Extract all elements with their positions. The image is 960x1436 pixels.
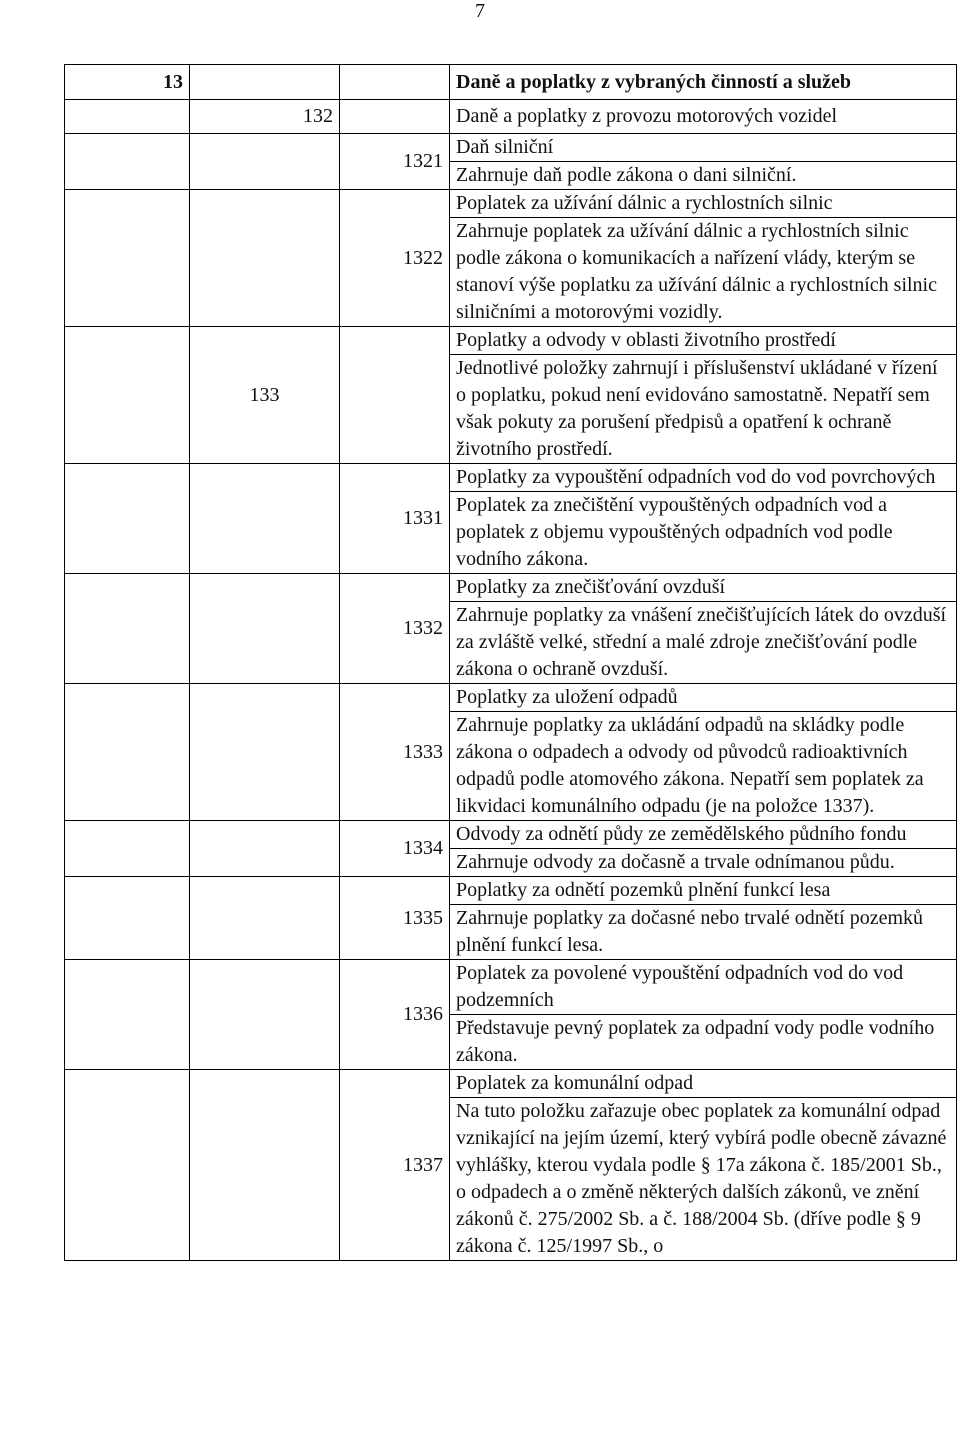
empty-cell [190,1070,340,1261]
item-code: 1321 [340,134,450,190]
item-title: Poplatky za odnětí pozemků plnění funkcí lesa [450,877,957,905]
empty-cell [190,821,340,877]
subgroup-title: Daně a poplatky z provozu motorových vozidel [450,100,957,134]
empty-cell [190,574,340,684]
empty-cell [65,464,190,574]
subgroup-title: Poplatky a odvody v oblasti životního prostředí [450,327,957,355]
item-row-1333-title [65,684,957,712]
item-description: Zahrnuje odvody za dočasně a trvale odnímanou půdu. [450,849,957,877]
empty-cell [65,134,190,190]
item-row-1331-title [65,464,957,492]
item-description: Zahrnuje poplatky za ukládání odpadů na skládky podle zákona o odpadech a odvody od původců radioaktivních odpadů podle atomového zákona. Nepatří sem poplatek za likvidaci komunálního odpadu (je na položce 1337). [450,712,957,821]
item-description: Zahrnuje poplatky za vnášení znečišťujících látek do ovzduší za zvláště velké, střední a malé zdroje znečišťování podle zákona o ochraně ovzduší. [450,602,957,684]
item-row-1335-title [65,877,957,905]
empty-cell [190,960,340,1070]
item-code: 1332 [340,574,450,684]
item-row-1334-title [65,821,957,849]
empty-cell [190,134,340,190]
empty-cell [65,574,190,684]
item-title: Daň silniční [450,134,957,162]
item-title: Poplatky za vypouštění odpadních vod do vod povrchových [450,464,957,492]
budget-classification-table-container [64,64,956,1261]
empty-cell [65,684,190,821]
item-code: 1336 [340,960,450,1070]
item-description: Poplatek za znečištění vypouštěných odpadních vod a poplatek z objemu vypouštěných odpadních vod podle vodního zákona. [450,492,957,574]
subgroup-code: 132 [190,100,340,134]
item-row-1322-title [65,190,957,218]
group-title: Daně a poplatky z vybraných činností a služeb [450,65,957,100]
item-code: 1337 [340,1070,450,1261]
empty-cell [190,684,340,821]
empty-cell [65,960,190,1070]
item-description: Představuje pevný poplatek za odpadní vody podle vodního zákona. [450,1015,957,1070]
item-code: 1333 [340,684,450,821]
item-title: Odvody za odnětí půdy ze zemědělského půdního fondu [450,821,957,849]
item-row-1321-title [65,134,957,162]
group-row-13 [65,65,957,100]
item-title: Poplatky za uložení odpadů [450,684,957,712]
item-title: Poplatek za užívání dálnic a rychlostních silnic [450,190,957,218]
subgroup-row-132 [65,100,957,134]
empty-cell [190,464,340,574]
item-code: 1322 [340,190,450,327]
item-title: Poplatky za znečišťování ovzduší [450,574,957,602]
subgroup-description: Jednotlivé položky zahrnují i příslušenství ukládané v řízení o poplatku, pokud není evidováno samostatně. Nepatří sem však pokuty za porušení předpisů a opatření k ochraně životního prostředí. [450,355,957,464]
empty-cell [65,877,190,960]
item-title: Poplatek za komunální odpad [450,1070,957,1098]
budget-classification-table [64,64,957,1261]
empty-cell [65,190,190,327]
item-code: 1331 [340,464,450,574]
item-row-1337-title [65,1070,957,1098]
empty-cell [190,190,340,327]
item-code: 1334 [340,821,450,877]
empty-cell [190,65,340,100]
item-description: Zahrnuje poplatky za dočasné nebo trvalé odnětí pozemků plnění funkcí lesa. [450,905,957,960]
group-code: 13 [65,65,190,100]
page-number: 7 [475,0,485,22]
empty-cell [340,65,450,100]
empty-cell [190,877,340,960]
item-row-1336-title [65,960,957,1015]
empty-cell [65,1070,190,1261]
item-description: Zahrnuje poplatek za užívání dálnic a rychlostních silnic podle zákona o komunikacích a nařízení vlády, kterým se stanoví výše poplatku za užívání dálnic a rychlostních silnic silničními a motorovými vozidly. [450,218,957,327]
empty-cell [340,327,450,464]
item-row-1332-title [65,574,957,602]
empty-cell [65,100,190,134]
item-title: Poplatek za povolené vypouštění odpadních vod do vod podzemních [450,960,957,1015]
item-description: Zahrnuje daň podle zákona o dani silniční. [450,162,957,190]
item-description: Na tuto položku zařazuje obec poplatek za komunální odpad vznikající na jejím území, který vybírá podle obecně závazné vyhlášky, kterou vydala podle § 17a zákona č. 185/2001 Sb., o odpadech a o změně některých dalších zákonů, ve znění zákonů č. 275/2002 Sb. a č. 188/2004 Sb. (dříve podle § 9 zákona č. 125/1997 Sb., o [450,1098,957,1261]
empty-cell [340,100,450,134]
empty-cell [65,327,190,464]
subgroup-code: 133 [190,327,340,464]
subgroup-row-133-title [65,327,957,355]
empty-cell [65,821,190,877]
item-code: 1335 [340,877,450,960]
